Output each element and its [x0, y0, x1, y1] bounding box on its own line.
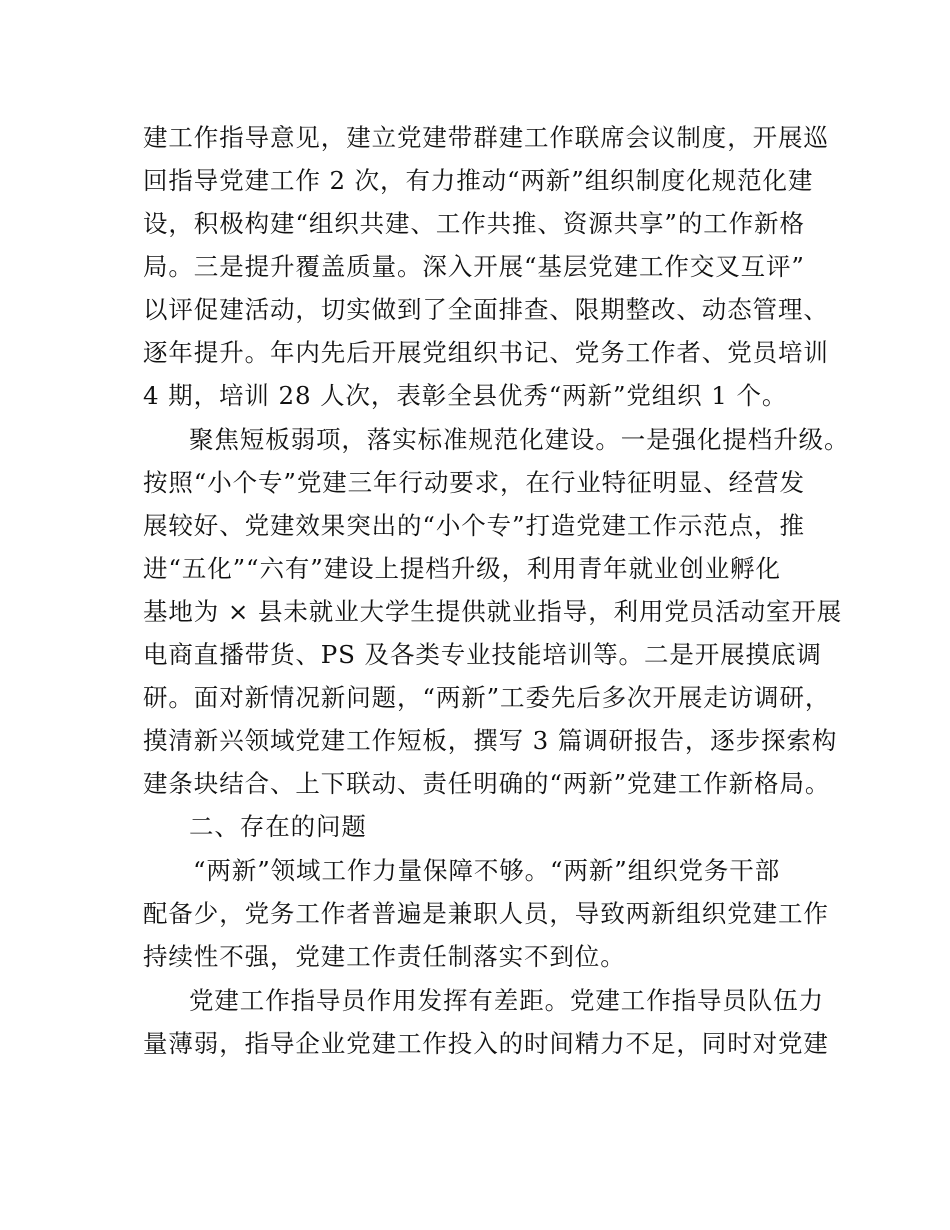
text-line: 展较好、党建效果突出的“小个专”打造党建工作示范点，推 [143, 511, 805, 540]
text-line: 回指导党建工作 2 次，有力推动“两新”组织制度化规范化建 [143, 166, 814, 195]
text-line: 设，积极构建“组织共建、工作共推、资源共享”的工作新格 [143, 209, 805, 238]
text-line: 基地为 × 县未就业大学生提供就业指导，利用党员活动室开展 [143, 597, 843, 626]
text-line: 电商直播带货、PS 及各类专业技能培训等。二是开展摸底调 [143, 640, 822, 669]
text-line: 按照“小个专”党建三年行动要求，在行业特征明显、经营发 [143, 468, 805, 497]
text-line: 局。三是提升覆盖质量。深入开展“基层党建工作交叉互评” [143, 252, 805, 281]
text-line: 配备少，党务工作者普遍是兼职人员，导致两新组织党建工作 [143, 899, 829, 928]
text-line: 建条块结合、上下联动、责任明确的“两新”党建工作新格局。 [143, 769, 831, 798]
text-line: 摸清新兴领域党建工作短板，撰写 3 篇调研报告，逐步探索构 [143, 726, 838, 755]
text-line: 4 期，培训 28 人次，表彰全县优秀“两新”党组织 1 个。 [143, 381, 788, 410]
text-line: 建工作指导意见，建立党建带群建工作联席会议制度，开展巡 [143, 123, 829, 152]
text-line: 量薄弱，指导企业党建工作投入的时间精力不足，同时对党建 [143, 1029, 829, 1058]
paragraph-first-line: “两新”领域工作力量保障不够。“两新”组织党务干部 [193, 856, 781, 885]
text-line: 以评促建活动，切实做到了全面排查、限期整改、动态管理、 [143, 295, 829, 324]
paragraph-first-line: 聚焦短板弱项，落实标准规范化建设。一是强化提档升级。 [189, 425, 850, 454]
text-line: 逐年提升。年内先后开展党组织书记、党务工作者、党员培训 [143, 338, 829, 367]
text-line: 研。面对新情况新问题，“两新”工委先后多次开展走访调研， [143, 683, 831, 712]
paragraph-first-line: 党建工作指导员作用发挥有差距。党建工作指导员队伍力 [189, 986, 824, 1015]
section-heading: 二、存在的问题 [189, 812, 367, 841]
text-line: 进“五化”“六有”建设上提档升级，利用青年就业创业孵化 [143, 554, 781, 583]
text-line: 持续性不强，党建工作责任制落实不到位。 [143, 942, 626, 971]
